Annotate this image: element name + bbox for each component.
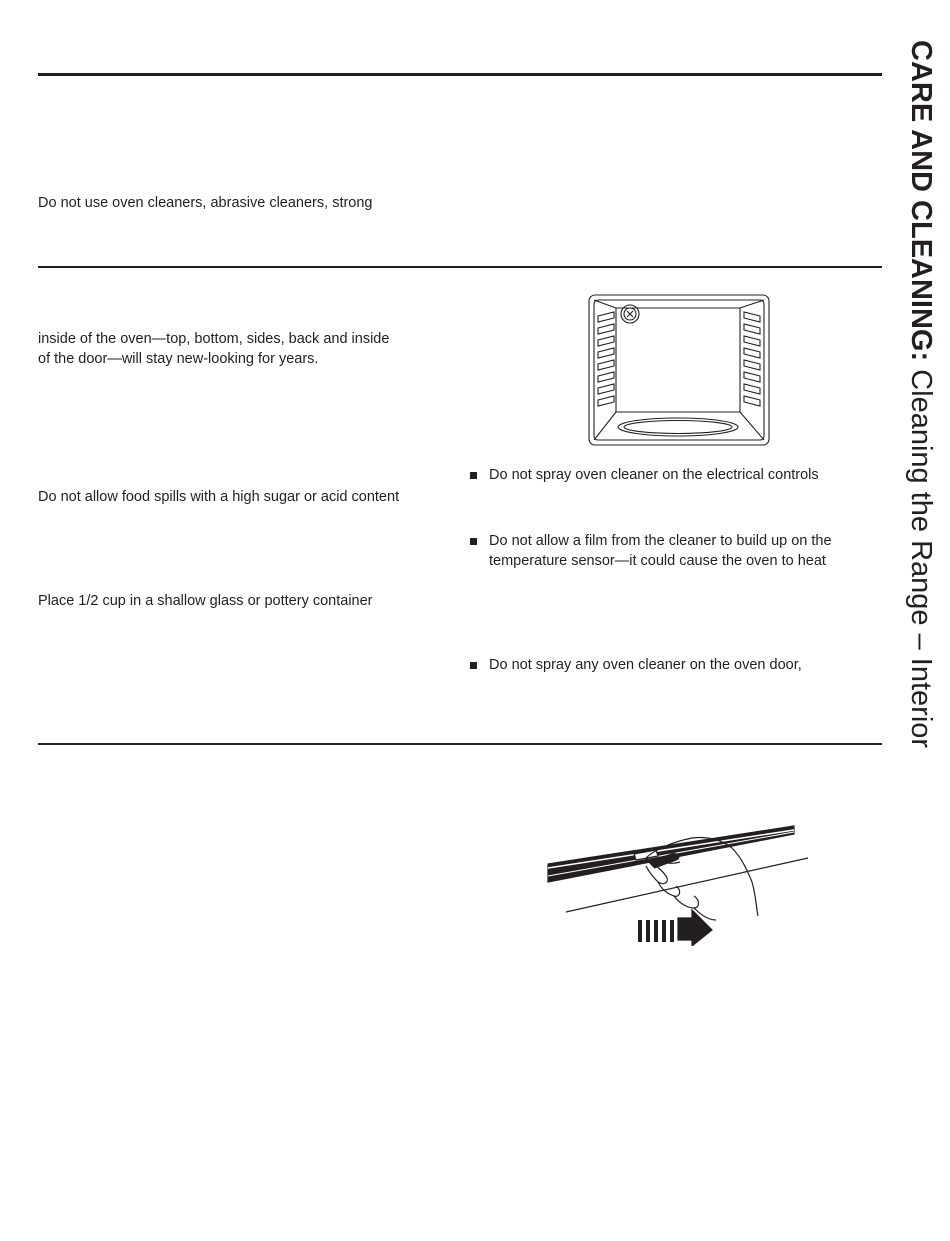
paragraph-shallow-container: Place 1/2 cup in a shallow glass or pottery container bbox=[38, 593, 373, 609]
oven-interior-illustration bbox=[588, 294, 770, 446]
bullet-square-icon bbox=[470, 662, 477, 669]
paragraph-food-spills: Do not allow food spills with a high sugar or acid content bbox=[38, 489, 400, 505]
section-divider-middle bbox=[38, 266, 882, 268]
section-divider-top bbox=[38, 73, 882, 76]
section-divider-bottom bbox=[38, 743, 882, 745]
paragraph-oven-interior-line2: of the door—will stay new-looking for years. bbox=[38, 351, 319, 367]
bullet-text: Do not spray oven cleaner on the electrical controls bbox=[489, 467, 819, 483]
bullet-text: Do not spray any oven cleaner on the oven door, bbox=[489, 657, 802, 673]
bullet-square-icon bbox=[470, 472, 477, 479]
hand-removing-strip-illustration bbox=[546, 824, 812, 946]
bullet-text-line2: temperature sensor—it could cause the oven to heat bbox=[489, 553, 826, 569]
bullet-square-icon bbox=[470, 538, 477, 545]
paragraph-oven-interior-line1: inside of the oven—top, bottom, sides, back and inside bbox=[38, 331, 390, 347]
paragraph-oven-cleaners: Do not use oven cleaners, abrasive cleaners, strong bbox=[38, 195, 373, 211]
sidebar-title-bold: CARE AND CLEANING: bbox=[905, 40, 937, 362]
bullet-text-line1: Do not allow a film from the cleaner to build up on the bbox=[489, 533, 832, 549]
sidebar-title-rest: Cleaning the Range – Interior bbox=[905, 361, 937, 749]
section-sidebar-title bbox=[906, 40, 936, 748]
